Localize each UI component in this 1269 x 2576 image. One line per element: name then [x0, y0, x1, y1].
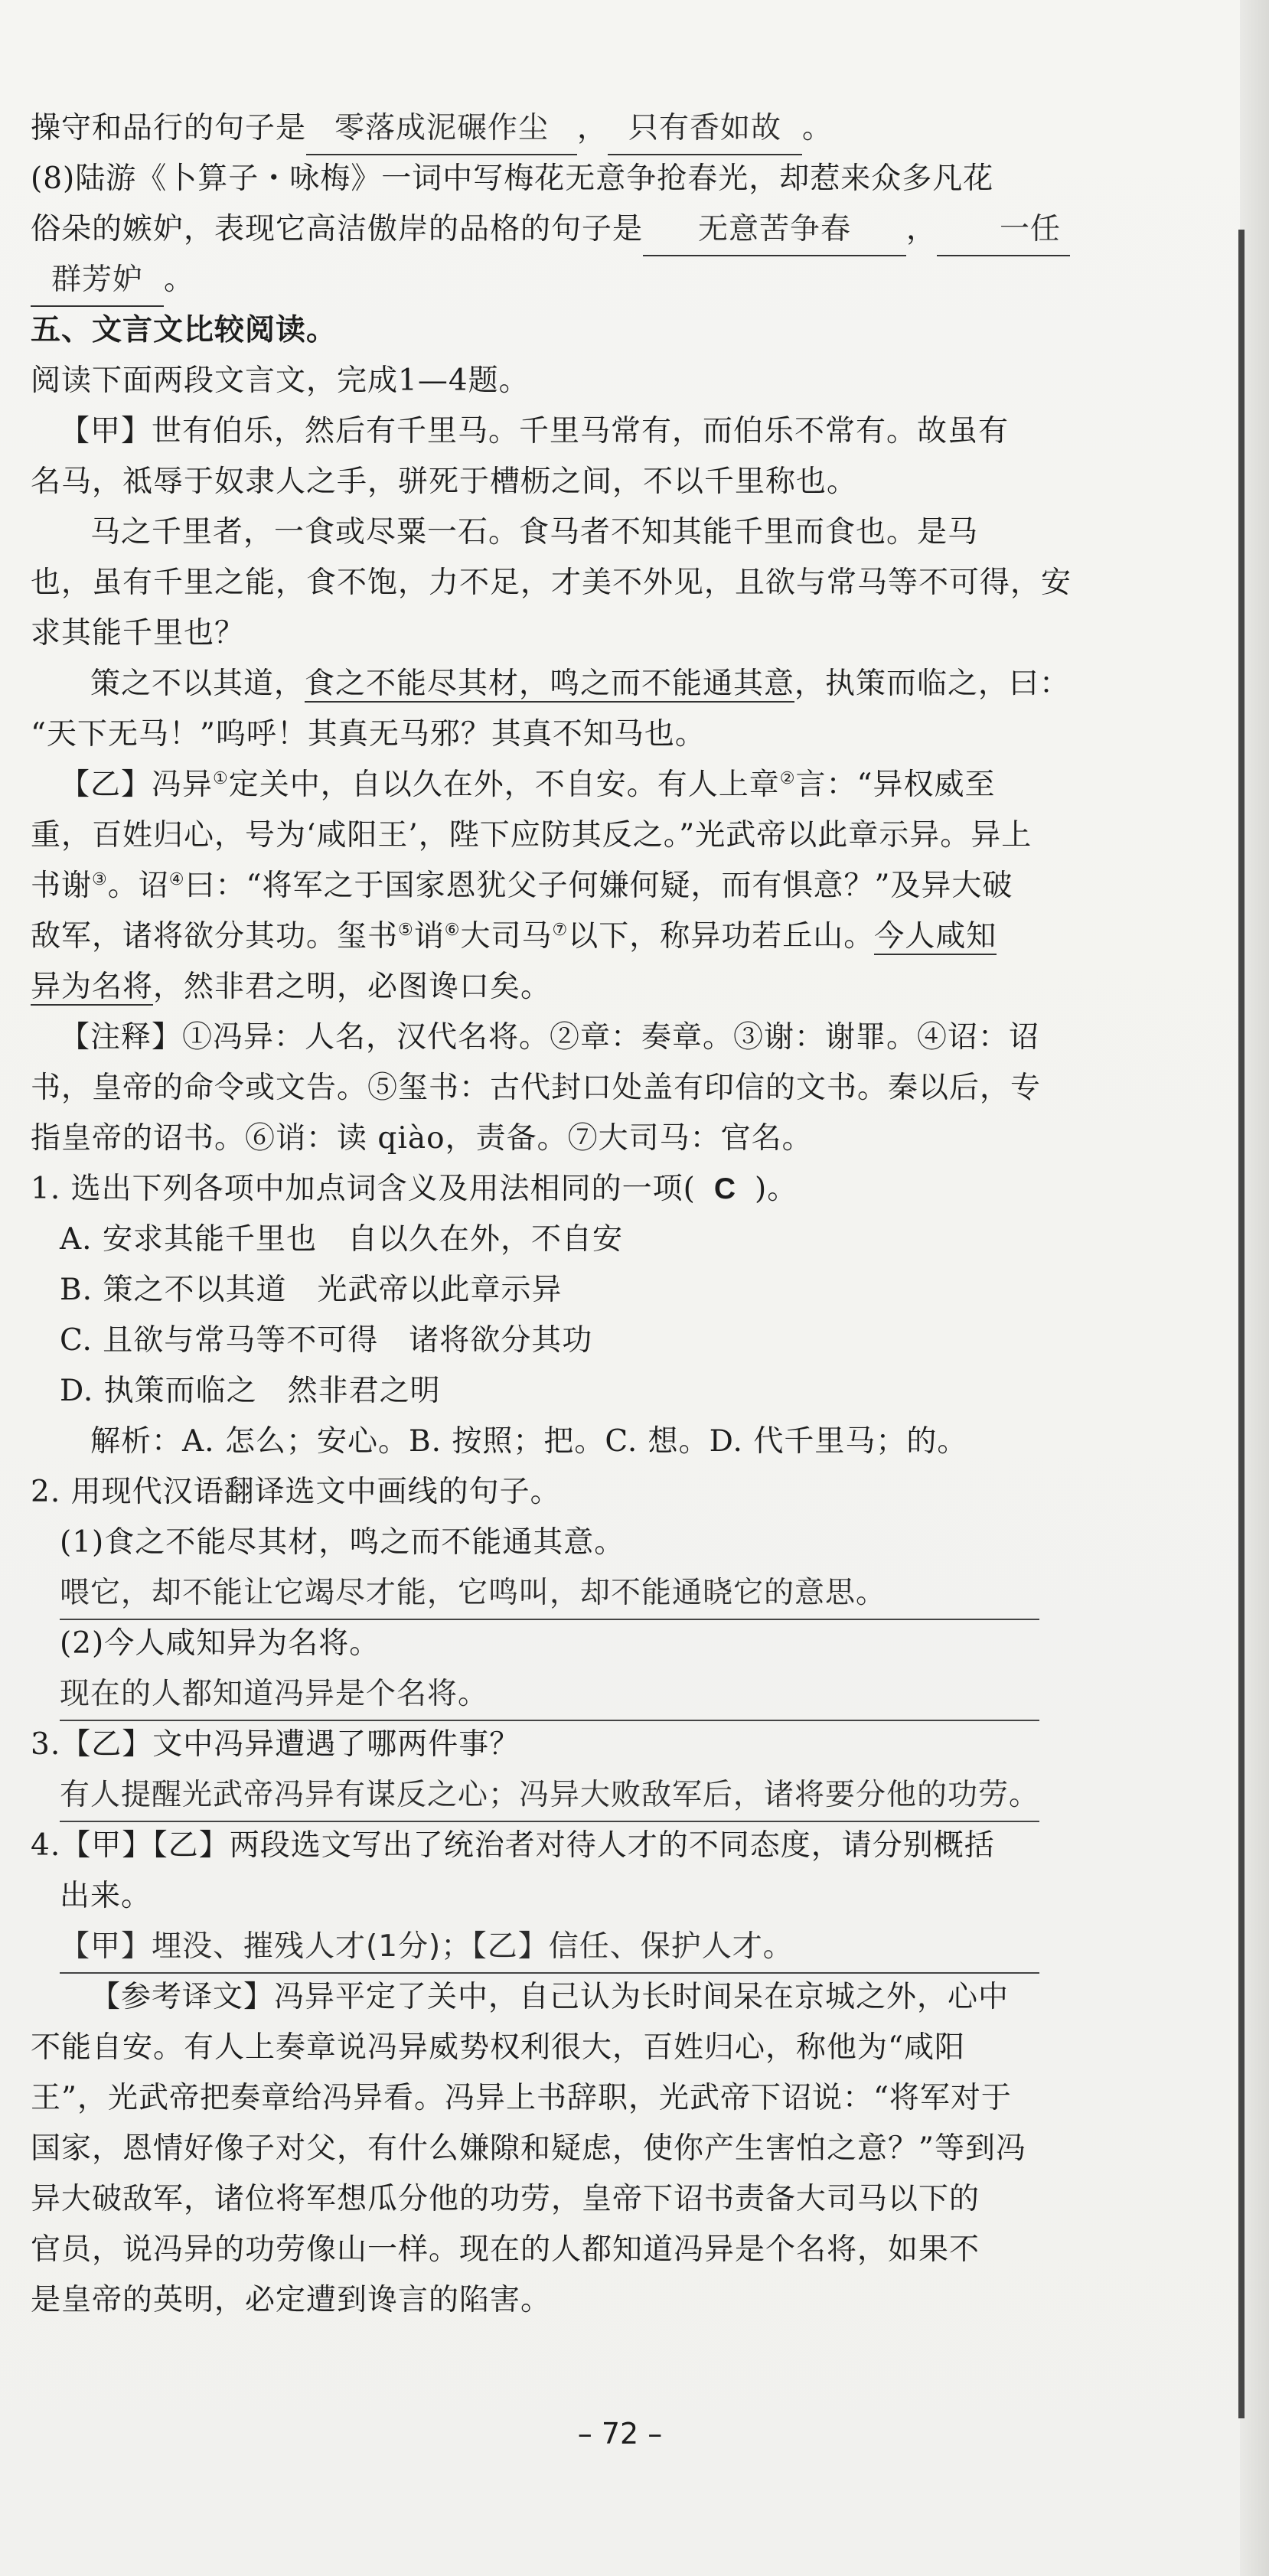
q1-option-b: B. 策之不以其道 光武帝以此章示异 [60, 1273, 563, 1307]
yi-text: 。诏 [107, 869, 169, 903]
jia-p1-l2: 名马，祗辱于奴隶人之手，骈死于槽枥之间，不以千里称也。 [31, 465, 858, 499]
yi-l5 [31, 962, 1041, 1012]
q8-text: (8)陆游《卜算子・咏梅》一词中写梅花无意争抢春光，却惹来众多凡花 [31, 161, 994, 196]
q1-answer: C [713, 1172, 736, 1205]
translation-l1: 【参考译文】冯异平定了关中，自己认为长时间呆在京城之外，心中 [90, 1980, 1010, 2014]
yi-text: 敌军，诸将欲分其功。玺书 [31, 919, 399, 954]
q2-answer-2-text: 现在的人都知道冯异是个名将。 [60, 1669, 1039, 1721]
section-title: 五、文言文比较阅读。 [31, 313, 338, 347]
jia-p3-l1 [31, 659, 1071, 709]
footnote-marker: ⑦ [552, 921, 569, 940]
underlined-sentence-2: 今人咸知 [874, 919, 997, 954]
footnote-marker: ② [779, 769, 796, 788]
q2-answer-2 [31, 1669, 1041, 1720]
q7-prefix: 操守和品行的句子是 [31, 111, 307, 145]
translation-l4: 国家，恩情好像子对父，有什么嫌隙和疑虑，使你产生害怕之意？”等到冯 [31, 2131, 1026, 2166]
q4-answer-text: 【甲】埋没、摧残人才(1分)；【乙】信任、保护人才。 [60, 1922, 1039, 1974]
q8-blank-2a: 一任 [937, 204, 1070, 256]
notes-l2: 书，皇帝的命令或文告。⑤玺书：古代封口处盖有印信的文书。秦以后，专 [31, 1071, 1042, 1105]
yi-l4 [31, 911, 1041, 962]
translation-l7: 是皇帝的英明，必定遭到谗言的陷害。 [31, 2283, 552, 2317]
q8-line-2: 俗朵的嫉妒，表现它高洁傲岸的品格的句子是 无意苦争春 ， 一任 [31, 204, 1041, 255]
q3-answer-text: 有人提醒光武帝冯异有谋反之心；冯异大败敌军后，诸将要分他的功劳。 [60, 1770, 1039, 1822]
yi-l3 [31, 861, 1041, 911]
q2-stem: 2. 用现代汉语翻译选文中画线的句子。 [31, 1475, 561, 1509]
q8-blank-2b: 群芳妒 [31, 255, 164, 307]
q7-blank-1: 零落成泥碾作尘 [306, 103, 577, 155]
yi-text: 言：“异权威至 [795, 768, 996, 802]
translation-l2: 不能自安。有人上奏章说冯异威势权利很大，百姓归心，称他为“咸阳 [31, 2030, 965, 2065]
translation-l5: 异大破敌军，诸位将军想瓜分他的功劳，皇帝下诏书责备大司马以下的 [31, 2182, 980, 2216]
q1-stem-text: 1. 选出下列各项中加点词含义及用法相同的一项( [31, 1172, 696, 1206]
yi-text: 书谢 [31, 869, 93, 903]
q1-option-a: A. 安求其能千里也 自以久在外，不自安 [60, 1222, 623, 1257]
page-content [31, 103, 1072, 2326]
footnote-marker: ⑤ [398, 921, 414, 940]
q3-answer [31, 1770, 1041, 1821]
yi-text: 【乙】冯异 [60, 768, 214, 802]
jia-p2-l2: 也，虽有千里之能，食不饱，力不足，才美不外见，且欲与常马等不可得，安 [31, 566, 1072, 600]
q7-line: 操守和品行的句子是 零落成泥碾作尘 ， 只有香如故 。 [31, 103, 1041, 154]
yi-text: 定关中，自以久在外，不自安。有人上章 [228, 768, 780, 802]
section-instruction: 阅读下面两段文言文，完成1—4题。 [31, 364, 530, 398]
yi-text: 诮 [413, 919, 445, 954]
jia-p3-text-a: 策之不以其道， [90, 667, 305, 701]
q1-option-d: D. 执策而临之 然非君之明 [60, 1374, 441, 1408]
jia-p2-l3: 求其能千里也？ [31, 616, 246, 651]
yi-l2: 重，百姓归心，号为‘咸阳王’，陛下应防其反之。”光武帝以此章示异。异上 [31, 818, 1032, 853]
q3-stem: 3.【乙】文中冯异遭遇了哪两件事？ [31, 1727, 520, 1762]
yi-text: 曰：“将军之于国家恩犹父子何嫌何疑，而有惧意？”及异大破 [184, 869, 1013, 903]
q8-prefix: 俗朵的嫉妒，表现它高洁傲岸的品格的句子是 [31, 212, 644, 246]
jia-p3-l2: “天下无马！”呜呼！其真无马邪？其真不知马也。 [31, 717, 706, 752]
footnote-marker: ⑥ [444, 921, 461, 940]
footnote-marker: ④ [168, 870, 185, 889]
q1-stem-end: )。 [755, 1172, 798, 1206]
jia-p1-l1: 【甲】世有伯乐，然后有千里马。千里马常有，而伯乐不常有。故虽有 [60, 414, 1010, 448]
notes-l3: 指皇帝的诏书。⑥诮：读 qiào，责备。⑦大司马：官名。 [31, 1121, 813, 1156]
yi-l1 [31, 760, 1041, 810]
page-number: – 72 – [577, 2417, 663, 2450]
yi-text: 以下，称异功若丘山。 [568, 919, 875, 954]
q7-blank-2: 只有香如故 [608, 103, 802, 155]
q1-stem [31, 1164, 1041, 1215]
q2-sub-1: (1)食之不能尽其材，鸣之而不能通其意。 [60, 1525, 625, 1560]
q8-line-1 [31, 154, 1041, 204]
footnote-marker: ③ [92, 870, 108, 889]
q1-option-c: C. 且欲与常马等不可得 诸将欲分其功 [60, 1323, 593, 1358]
q4-stem-l2: 出来。 [60, 1879, 152, 1913]
jia-p3-text-b: ，执策而临之，曰： [794, 667, 1071, 701]
q8-blank-1: 无意苦争春 [643, 204, 906, 256]
q1-analysis: 解析：A. 怎么；安心。B. 按照；把。C. 想。D. 代千里马；的。 [90, 1424, 968, 1459]
notes-l1: 【注释】①冯异：人名，汉代名将。②章：奏章。③谢：谢罪。④诏：诏 [60, 1020, 1040, 1055]
q2-sub-2: (2)今人咸知异为名将。 [60, 1626, 380, 1661]
jia-p2-l1: 马之千里者，一食或尽粟一石。食马者不知其能千里而食也。是马 [90, 515, 979, 549]
scan-shadow [1238, 230, 1269, 2418]
underlined-sentence-2-cont: 异为名将 [31, 970, 154, 1004]
footnote-marker: ① [213, 769, 229, 788]
translation-l3: 王”，光武帝把奏章给冯异看。冯异上书辞职，光武帝下诏说：“将军对于 [31, 2081, 1012, 2115]
translation-l6: 官员，说冯异的功劳像山一样。现在的人都知道冯异是个名将，如果不 [31, 2232, 980, 2267]
underlined-sentence-1: 食之不能尽其材，鸣之而不能通其意 [305, 667, 795, 701]
yi-text: 大司马 [460, 919, 553, 954]
q2-answer-1-text: 喂它，却不能让它竭尽才能，它鸣叫，却不能通晓它的意思。 [60, 1568, 1039, 1620]
q4-answer [31, 1922, 1041, 1972]
q2-answer-1 [31, 1568, 1041, 1619]
yi-text: ，然非君之明，必图谗口矣。 [153, 970, 552, 1004]
q4-stem-l1: 4.【甲】【乙】两段选文写出了统治者对待人才的不同态度，请分别概括 [31, 1828, 995, 1863]
q8-line-3: 群芳妒 。 [31, 255, 1041, 305]
